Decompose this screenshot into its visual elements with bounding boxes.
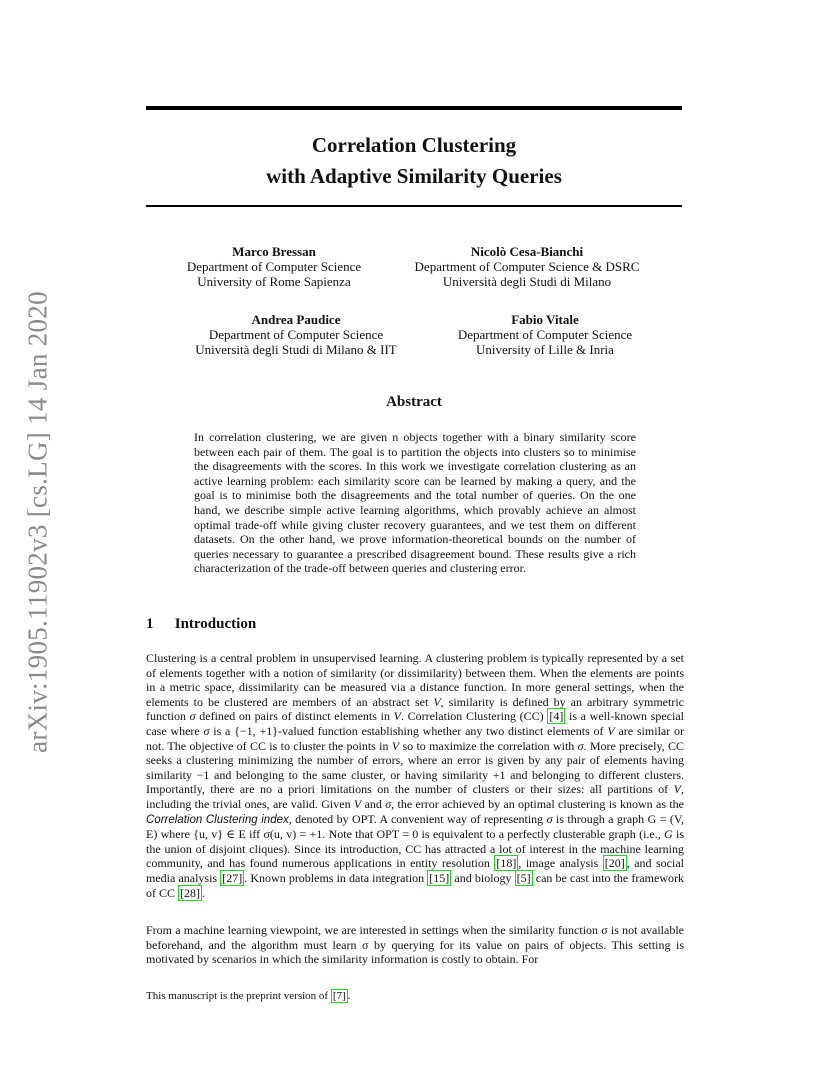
text-run: is a well-known special case where <box>146 709 684 738</box>
math-symbol: σ <box>385 796 392 811</box>
text-run: are similar or not. The objective of CC is to cluster the points in <box>146 723 685 753</box>
text-run: , image analysis <box>518 856 603 871</box>
author-name: Andrea Paudice <box>251 312 341 327</box>
text-run: , similarity is defined by an arbitrary symmetric function <box>146 694 684 724</box>
footnote-citation-link[interactable]: [7] <box>332 990 346 1002</box>
math-symbol: V <box>353 796 362 811</box>
author-block <box>144 244 404 289</box>
footnote <box>146 990 350 1002</box>
text-run: . <box>202 885 206 900</box>
title-line-2: with Adaptive Similarity Queries <box>266 164 562 188</box>
text-run: and biology <box>451 870 515 885</box>
author-affiliation: Department of Computer Science <box>457 327 633 342</box>
math-symbol: G <box>664 827 673 842</box>
text-run: , denoted by OPT. A convenient way of representing <box>288 811 547 826</box>
author-affiliation: Università degli Studi di Milano <box>442 274 612 289</box>
math-symbol: V <box>433 694 441 709</box>
section-number: 1 <box>146 616 154 632</box>
math-symbol: V <box>391 738 400 753</box>
footnote-text: This manuscript is the preprint version of <box>146 990 331 1002</box>
text-run: . Known problems in data integration <box>244 870 428 885</box>
math-symbol: σ <box>577 738 584 753</box>
author-affiliation: Department of Computer Science <box>208 327 384 342</box>
arxiv-stamp <box>20 292 56 752</box>
text-run: is the union of disjoint cliques). Since its introduction, CC has attracted a lot of interest in the machine learning community, and has found numerous applications in entity resolution <box>146 827 684 871</box>
math-symbol: V <box>393 709 401 724</box>
author-name: Nicolò Cesa-Bianchi <box>470 244 584 259</box>
text-run: , the error achieved by an optimal clustering is known as the <box>391 796 684 811</box>
math-symbol: V <box>673 782 681 797</box>
citation-link[interactable]: [5] <box>516 870 531 885</box>
title-bottom-rule <box>146 205 682 207</box>
citation-link[interactable]: [18] <box>496 856 517 871</box>
text-run: defined on pairs of distinct elements in <box>195 709 394 724</box>
author-name: Fabio Vitale <box>511 312 579 327</box>
author-affiliation: University of Rome Sapienza <box>197 274 351 289</box>
author-block <box>415 312 675 357</box>
section-title: Introduction <box>174 616 257 632</box>
citation-link[interactable]: [27] <box>222 870 243 885</box>
author-affiliation: University of Lille & Inria <box>476 342 614 357</box>
introduction-paragraph-2: From a machine learning viewpoint, we are interested in settings when the similarity function σ is not available beforehand, and the algorithm must learn σ by querying for its value on pairs of objects. This setting is motivated by scenarios in which the similarity information is costly to obtain. For <box>146 923 684 967</box>
title-top-rule <box>146 106 682 110</box>
text-run: and <box>361 796 386 811</box>
title-line-1: Correlation Clustering <box>311 133 517 157</box>
emphasized-term: Correlation Clustering index <box>146 813 289 826</box>
text-run: is a {−1, +1}-valued function establishing whether any two distinct elements of <box>209 723 608 738</box>
math-symbol: V <box>607 723 615 738</box>
text-run: so to maximize the correlation with <box>399 738 578 753</box>
abstract-heading: Abstract <box>386 394 442 410</box>
footnote-end: . <box>347 990 351 1002</box>
text-run: can be cast into the framework of CC <box>146 870 685 900</box>
abstract-body: In correlation clustering, we are given n objects together with a binary similarity score between each pair of them. The goal is to partition the objects into clusters so to minimise the disagreements with the scores. In this work we investigate correlation clustering as an active learning problem: each similarity score can be learned by making a query, and the goal is to minimise both the disagreements and the total number of queries. On the one hand, we describe simple active learning algorithms, which provably achieve an almost optimal trade-off while giving cluster recovery guarantees, and we test them on different datasets. On the other hand, we prove information-theoretical bounds on the number of queries necessary to guarantee a prescribed disagreement bound. These results give a rich characterization of the trade-off between queries and clustering error. <box>194 430 636 576</box>
math-symbol: σ <box>546 811 553 826</box>
introduction-paragraph-1 <box>146 651 684 900</box>
author-affiliation: Università degli Studi di Milano & IIT <box>195 342 397 357</box>
text-run: Clustering is a central problem in unsupervised learning. A clustering problem is typically represented by a set of elements together with a notion of similarity (or dissimilarity) between them. When the elements are points in a metric space, dissimilarity can be measured via a distance function. In more general settings, when the elements to be clustered are members of an abstract set <box>146 651 684 709</box>
author-name: Marco Bressan <box>232 244 316 259</box>
math-symbol: σ <box>203 723 210 738</box>
author-block <box>397 244 657 289</box>
text-run: , including the trivial ones, are valid. Given <box>146 782 684 811</box>
arxiv-identifier: arXiv:1905.11902v3 [cs.LG] 14 Jan 2020 <box>22 291 53 753</box>
math-symbol: σ <box>189 709 196 724</box>
citation-link[interactable]: [15] <box>429 870 450 885</box>
section-heading <box>146 616 256 633</box>
citation-link[interactable]: [20] <box>604 856 625 871</box>
text-run: is through a graph G = (V, E) where {u, v} ∈ E iff σ(u, v) = +1. Note that OPT = 0 is equivalent to a perfectly clusterable graph (i.e., <box>146 811 684 842</box>
author-affiliation: Department of Computer Science <box>186 259 362 274</box>
citation-link[interactable]: [4] <box>549 709 564 724</box>
text-run: , and social media analysis <box>146 856 684 885</box>
citation-link[interactable]: [28] <box>180 885 201 900</box>
author-affiliation: Department of Computer Science & DSRC <box>414 259 640 274</box>
paper-title <box>146 130 682 192</box>
author-block <box>166 312 426 357</box>
text-run: . Correlation Clustering (CC) <box>400 709 548 724</box>
text-run: . More precisely, CC seeks a clustering minimizing the number of errors, where an error is given by any pair of elements having similarity −1 and belonging to the same cluster, or having similarity +1 and belonging to different clusters. Importantly, there are no a priori limitations on the number of clusters or their sizes: all partitions of <box>146 738 684 797</box>
